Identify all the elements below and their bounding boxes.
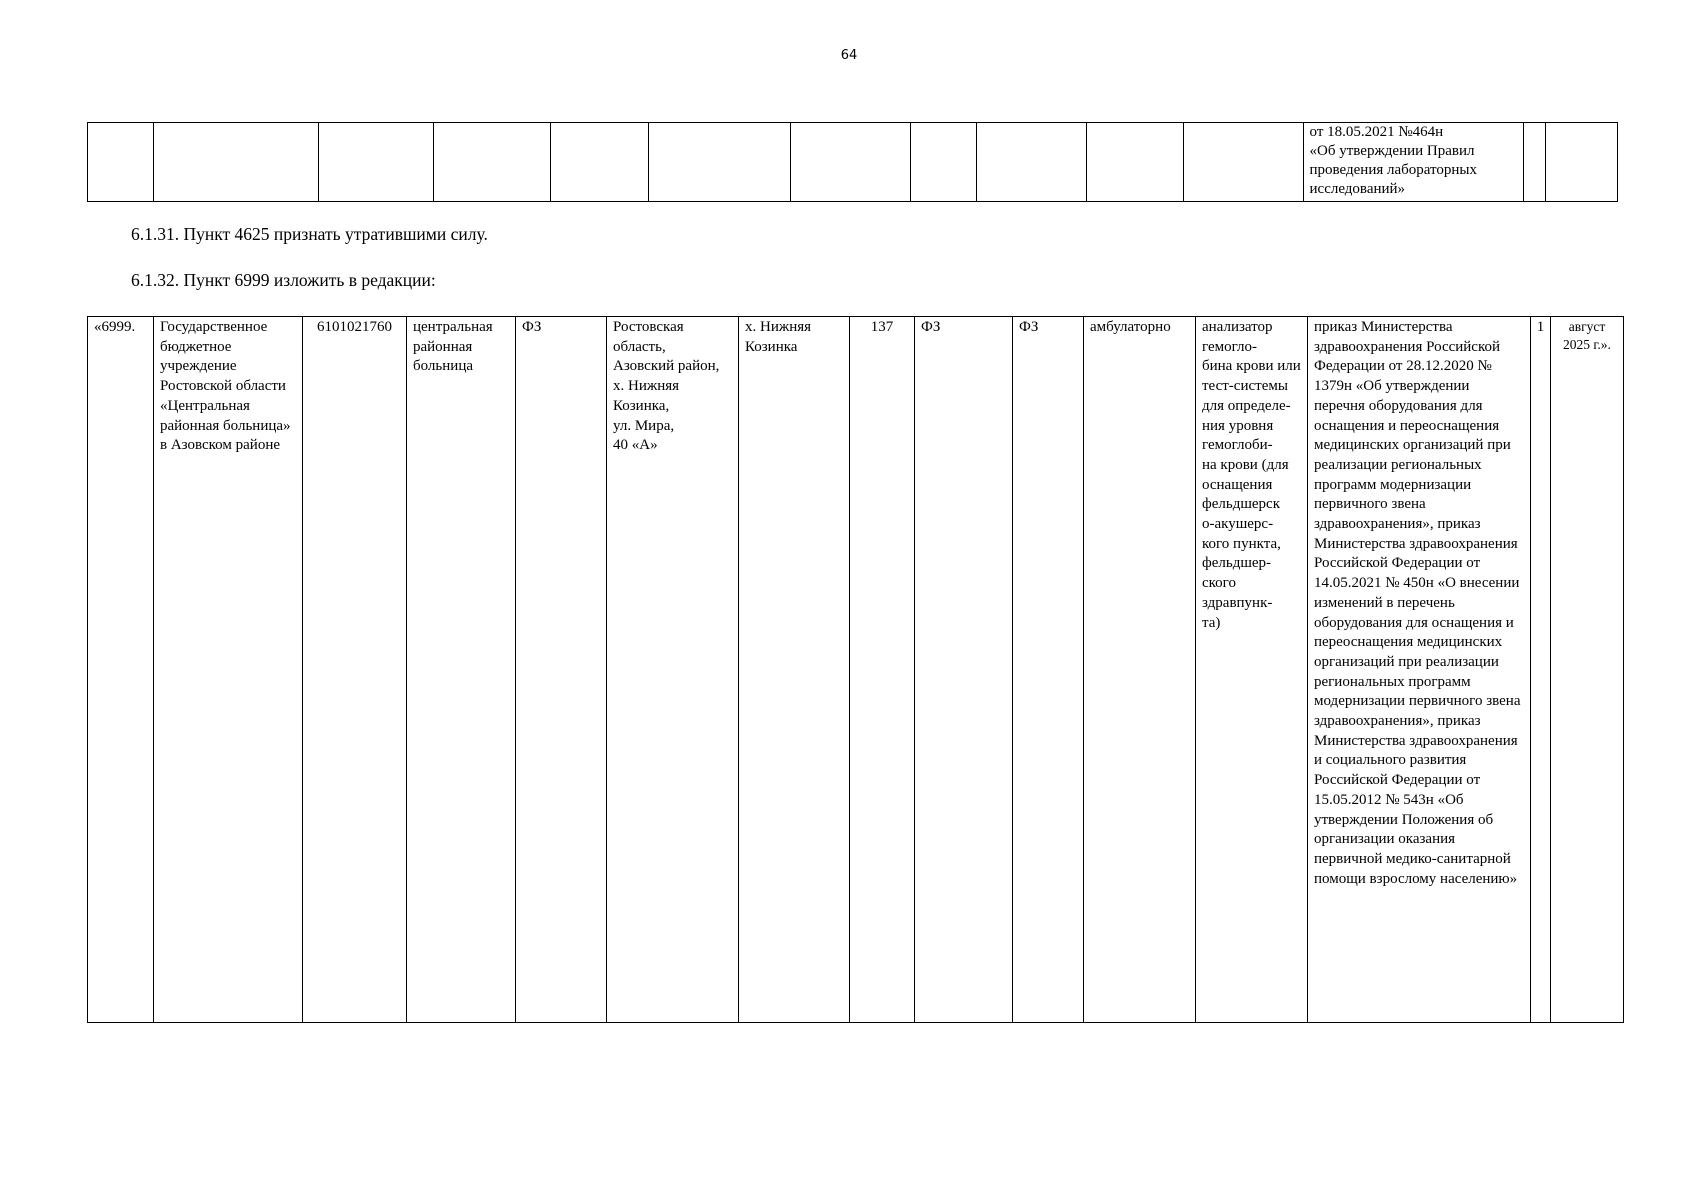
organization-cell: Государственное бюджетное учреждение Ростовской области «Центральная районная больница» в Азовском районе: [154, 317, 303, 1023]
continued-table: [87, 122, 1618, 202]
settlement-cell: х. Нижняя Козинка: [739, 317, 850, 1023]
fz-cell-2: ФЗ: [915, 317, 1013, 1023]
table-cell: [153, 123, 319, 202]
population-cell: 137: [850, 317, 915, 1023]
quantity-cell: 1: [1531, 317, 1551, 1023]
equipment-cell: анализатор гемогло- бина крови или тест-системы для определе- ния уровня гемоглоби- на крови (для оснащения фельдшерск о-акушерс- кого пункта, фельдшер- ского здравпунк- та): [1196, 317, 1308, 1023]
table-cell: [1184, 123, 1304, 202]
table-cell: [433, 123, 550, 202]
row-number-cell: «6999.: [88, 317, 154, 1023]
table-row: [88, 317, 1624, 1023]
table-cell: [319, 123, 433, 202]
table-cell: [1087, 123, 1184, 202]
paragraph-6-1-31: 6.1.31. Пункт 4625 признать утратившими силу.: [131, 224, 488, 244]
fz-cell-3: ФЗ: [1013, 317, 1084, 1023]
address-cell: Ростовская область, Азовский район, х. Нижняя Козинка, ул. Мира, 40 «А»: [607, 317, 739, 1023]
paragraph-6-1-32: 6.1.32. Пункт 6999 изложить в редакции:: [131, 270, 436, 290]
deadline-cell: август 2025 г.».: [1551, 317, 1624, 1023]
org-type-cell: центральная районная больница: [407, 317, 516, 1023]
table-cell: [910, 123, 977, 202]
table-row: [88, 123, 1618, 202]
inn-cell: 6101021760: [303, 317, 407, 1023]
table-cell: [550, 123, 648, 202]
fz-cell-1: ФЗ: [516, 317, 607, 1023]
basis-cell: приказ Министерства здравоохранения Российской Федерации от 28.12.2020 № 1379н «Об утверждении перечня оборудования для оснащения и переоснащения медицинских организаций при реализации региональных программ модернизации первичного звена здравоохранения», приказ Министерства здравоохранения Российской Федерации от 14.05.2021 № 450н «О внесении изменений в перечень оборудования для оснащения и переоснащения медицинских организаций при реализации региональных программ модернизации первичного звена здравоохранения», приказ Министерства здравоохранения и социального развития Российской Федерации от 15.05.2012 № 543н «Об утверждении Положения об организации оказания первичной медико-санитарной помощи взрослому населению»: [1308, 317, 1531, 1023]
basis-cell: от 18.05.2021 №464н «Об утверждении Правил проведения лабораторных исследований»: [1303, 123, 1524, 202]
page-number: 64: [840, 48, 858, 63]
table-cell: [1545, 123, 1617, 202]
table-cell: [791, 123, 911, 202]
care-form-cell: амбулаторно: [1084, 317, 1196, 1023]
table-cell: [88, 123, 154, 202]
table-cell: [1524, 123, 1546, 202]
table-cell: [977, 123, 1087, 202]
replacement-table: [87, 316, 1624, 1023]
table-cell: [648, 123, 790, 202]
